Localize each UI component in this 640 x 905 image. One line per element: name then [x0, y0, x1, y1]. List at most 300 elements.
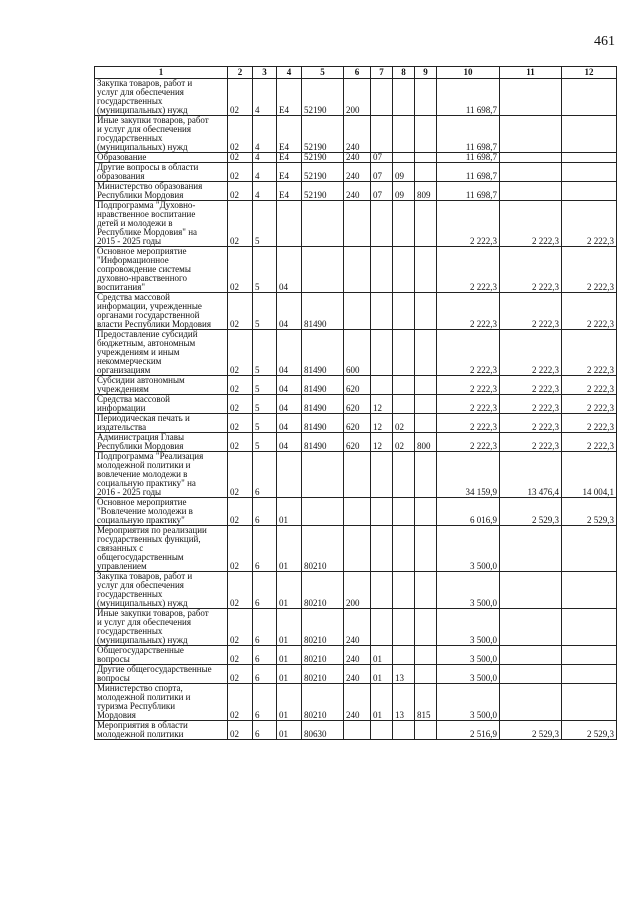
code-cell — [415, 330, 437, 376]
code-cell: 4 — [253, 182, 277, 201]
name-cell: Иные закупки товаров, работ и услуг для обеспечения государственных (муниципальных) нужд — [95, 116, 228, 153]
header-cell: 4 — [277, 67, 302, 79]
code-cell — [415, 153, 437, 163]
amount-cell: 11 698,7 — [437, 116, 500, 153]
code-cell: 02 — [228, 201, 253, 247]
code-cell — [371, 376, 393, 395]
code-cell: 02 — [228, 376, 253, 395]
table-row — [95, 376, 617, 395]
table-row — [95, 293, 617, 330]
code-cell: 6 — [253, 498, 277, 526]
table-row — [95, 572, 617, 609]
amount-cell: 2 222,3 — [500, 433, 562, 452]
amount-cell — [500, 665, 562, 684]
code-cell: 04 — [277, 330, 302, 376]
code-cell: 02 — [228, 452, 253, 498]
code-cell: 240 — [344, 182, 371, 201]
code-cell: 02 — [228, 330, 253, 376]
code-cell: 620 — [344, 376, 371, 395]
amount-cell — [562, 684, 617, 721]
code-cell: 02 — [228, 247, 253, 293]
code-cell: 02 — [228, 414, 253, 433]
code-cell — [371, 498, 393, 526]
code-cell: 02 — [228, 395, 253, 414]
code-cell: 81490 — [302, 433, 344, 452]
code-cell: 4 — [253, 116, 277, 153]
amount-cell: 2 222,3 — [437, 201, 500, 247]
name-cell: Предоставление субсидий бюджетным, автономным учреждениям и иным некоммерческим организациям — [95, 330, 228, 376]
name-cell: Средства массовой информации, учрежденные органами государственной власти Республики Мордовия — [95, 293, 228, 330]
code-cell: 52190 — [302, 116, 344, 153]
code-cell — [277, 201, 302, 247]
code-cell: 5 — [253, 414, 277, 433]
code-cell — [344, 498, 371, 526]
amount-cell — [562, 153, 617, 163]
table-row — [95, 79, 617, 116]
amount-cell: 2 222,3 — [562, 247, 617, 293]
code-cell: 02 — [228, 79, 253, 116]
name-cell: Другие вопросы в области образования — [95, 163, 228, 182]
code-cell — [393, 116, 415, 153]
amount-cell: 2 222,3 — [437, 293, 500, 330]
table-row — [95, 646, 617, 665]
code-cell: 52190 — [302, 153, 344, 163]
code-cell: Е4 — [277, 182, 302, 201]
code-cell: 09 — [393, 182, 415, 201]
code-cell: 5 — [253, 376, 277, 395]
code-cell: 4 — [253, 163, 277, 182]
amount-cell: 2 222,3 — [562, 201, 617, 247]
code-cell — [393, 153, 415, 163]
table-row — [95, 201, 617, 247]
code-cell: 02 — [228, 498, 253, 526]
header-cell: 3 — [253, 67, 277, 79]
code-cell: 81490 — [302, 376, 344, 395]
table-row — [95, 182, 617, 201]
header-cell: 2 — [228, 67, 253, 79]
code-cell: 52190 — [302, 79, 344, 116]
code-cell: 620 — [344, 414, 371, 433]
code-cell — [415, 79, 437, 116]
table-row — [95, 609, 617, 646]
code-cell — [371, 721, 393, 740]
amount-cell — [562, 572, 617, 609]
header-cell: 7 — [371, 67, 393, 79]
amount-cell — [500, 163, 562, 182]
table-row — [95, 526, 617, 572]
code-cell: 01 — [277, 572, 302, 609]
code-cell — [371, 572, 393, 609]
code-cell: 4 — [253, 79, 277, 116]
code-cell: 04 — [277, 433, 302, 452]
code-cell: 6 — [253, 609, 277, 646]
code-cell: 600 — [344, 330, 371, 376]
amount-cell — [562, 116, 617, 153]
code-cell — [415, 247, 437, 293]
amount-cell: 3 500,0 — [437, 609, 500, 646]
code-cell: 6 — [253, 684, 277, 721]
code-cell — [415, 721, 437, 740]
table-row — [95, 665, 617, 684]
amount-cell: 3 500,0 — [437, 526, 500, 572]
code-cell — [415, 452, 437, 498]
amount-cell: 2 222,3 — [562, 330, 617, 376]
code-cell: 02 — [228, 572, 253, 609]
code-cell — [393, 79, 415, 116]
code-cell — [302, 452, 344, 498]
amount-cell: 2 222,3 — [437, 395, 500, 414]
code-cell: 620 — [344, 433, 371, 452]
amount-cell: 11 698,7 — [437, 153, 500, 163]
code-cell — [302, 201, 344, 247]
header-cell: 8 — [393, 67, 415, 79]
name-cell: Образование — [95, 153, 228, 163]
amount-cell: 13 476,4 — [500, 452, 562, 498]
code-cell: 01 — [277, 646, 302, 665]
header-cell: 11 — [500, 67, 562, 79]
code-cell — [371, 609, 393, 646]
table-row — [95, 684, 617, 721]
code-cell: 240 — [344, 153, 371, 163]
header-row — [95, 67, 617, 79]
code-cell: 01 — [277, 684, 302, 721]
amount-cell — [562, 646, 617, 665]
code-cell — [415, 116, 437, 153]
code-cell: 80210 — [302, 526, 344, 572]
code-cell: 04 — [277, 376, 302, 395]
code-cell: 07 — [371, 153, 393, 163]
table-row — [95, 395, 617, 414]
name-cell: Министерство спорта, молодежной политики и туризма Республики Мордовия — [95, 684, 228, 721]
code-cell — [415, 498, 437, 526]
code-cell: 01 — [277, 498, 302, 526]
amount-cell: 11 698,7 — [437, 182, 500, 201]
code-cell — [393, 609, 415, 646]
code-cell: 02 — [228, 721, 253, 740]
code-cell: 07 — [371, 182, 393, 201]
code-cell — [302, 247, 344, 293]
amount-cell — [500, 153, 562, 163]
amount-cell: 2 222,3 — [500, 395, 562, 414]
name-cell: Общегосударственные вопросы — [95, 646, 228, 665]
code-cell — [415, 201, 437, 247]
amount-cell: 2 529,3 — [562, 498, 617, 526]
code-cell: Е4 — [277, 116, 302, 153]
code-cell — [415, 572, 437, 609]
code-cell: 6 — [253, 665, 277, 684]
code-cell: 07 — [371, 163, 393, 182]
name-cell: Иные закупки товаров, работ и услуг для обеспечения государственных (муниципальных) нужд — [95, 609, 228, 646]
amount-cell: 2 222,3 — [500, 330, 562, 376]
amount-cell — [562, 79, 617, 116]
code-cell: 5 — [253, 330, 277, 376]
header-cell: 5 — [302, 67, 344, 79]
code-cell: 6 — [253, 721, 277, 740]
code-cell: Е4 — [277, 79, 302, 116]
code-cell — [393, 721, 415, 740]
code-cell — [393, 452, 415, 498]
code-cell: 09 — [393, 163, 415, 182]
amount-cell: 2 222,3 — [562, 376, 617, 395]
code-cell: 240 — [344, 609, 371, 646]
code-cell: 81490 — [302, 395, 344, 414]
code-cell — [393, 646, 415, 665]
code-cell: 809 — [415, 182, 437, 201]
code-cell: 02 — [228, 182, 253, 201]
table-row — [95, 414, 617, 433]
amount-cell — [500, 116, 562, 153]
name-cell: Министерство образования Республики Мордовия — [95, 182, 228, 201]
code-cell — [344, 526, 371, 572]
table-row — [95, 721, 617, 740]
code-cell: 6 — [253, 572, 277, 609]
code-cell: 02 — [228, 646, 253, 665]
header-cell: 12 — [562, 67, 617, 79]
name-cell: Основное мероприятие "Информационное сопровождение системы духовно-нравственного воспитания" — [95, 247, 228, 293]
name-cell: Закупка товаров, работ и услуг для обеспечения государственных (муниципальных) нужд — [95, 572, 228, 609]
name-cell: Администрация Главы Республики Мордовия — [95, 433, 228, 452]
code-cell: 12 — [371, 395, 393, 414]
table-row — [95, 330, 617, 376]
name-cell: Подпрограмма "Духовно- нравственное воспитание детей и молодежи в Республике Мордовия" на 2015 - 2025 годы — [95, 201, 228, 247]
code-cell — [415, 665, 437, 684]
budget-table — [94, 66, 617, 740]
amount-cell — [562, 609, 617, 646]
code-cell: 240 — [344, 665, 371, 684]
code-cell — [415, 376, 437, 395]
code-cell: 6 — [253, 526, 277, 572]
code-cell: 80210 — [302, 646, 344, 665]
name-cell: Субсидии автономным учреждениям — [95, 376, 228, 395]
header-cell: 10 — [437, 67, 500, 79]
page-number: 461 — [594, 34, 615, 49]
code-cell: 12 — [371, 433, 393, 452]
name-cell: Мероприятия по реализации государственных функций, связанных с общегосударственным управлением — [95, 526, 228, 572]
code-cell: 04 — [277, 414, 302, 433]
amount-cell — [562, 163, 617, 182]
code-cell: 80210 — [302, 684, 344, 721]
amount-cell: 3 500,0 — [437, 665, 500, 684]
amount-cell — [562, 526, 617, 572]
code-cell: 02 — [228, 609, 253, 646]
code-cell: 01 — [277, 609, 302, 646]
code-cell: 80210 — [302, 665, 344, 684]
amount-cell: 2 222,3 — [500, 293, 562, 330]
code-cell — [415, 526, 437, 572]
code-cell — [415, 395, 437, 414]
amount-cell: 2 222,3 — [437, 247, 500, 293]
code-cell — [415, 163, 437, 182]
amount-cell: 2 516,9 — [437, 721, 500, 740]
code-cell — [393, 201, 415, 247]
code-cell — [371, 201, 393, 247]
code-cell: 02 — [228, 116, 253, 153]
amount-cell: 2 529,3 — [562, 721, 617, 740]
code-cell — [371, 452, 393, 498]
code-cell — [344, 293, 371, 330]
code-cell: 02 — [228, 433, 253, 452]
amount-cell: 2 222,3 — [437, 376, 500, 395]
code-cell — [393, 247, 415, 293]
code-cell — [371, 247, 393, 293]
code-cell: 52190 — [302, 182, 344, 201]
code-cell: 01 — [277, 665, 302, 684]
name-cell: Основное мероприятие "Вовлечение молодежи в социальную практику" — [95, 498, 228, 526]
amount-cell: 2 222,3 — [562, 395, 617, 414]
code-cell: 01 — [371, 684, 393, 721]
code-cell — [371, 293, 393, 330]
code-cell: 200 — [344, 79, 371, 116]
code-cell — [277, 452, 302, 498]
code-cell: 6 — [253, 452, 277, 498]
code-cell: 5 — [253, 247, 277, 293]
code-cell — [371, 116, 393, 153]
code-cell — [393, 498, 415, 526]
code-cell: 01 — [277, 721, 302, 740]
name-cell: Мероприятия в области молодежной политики — [95, 721, 228, 740]
code-cell: Е4 — [277, 163, 302, 182]
amount-cell — [500, 609, 562, 646]
table-body — [95, 79, 617, 740]
amount-cell: 11 698,7 — [437, 79, 500, 116]
code-cell — [393, 572, 415, 609]
code-cell: 620 — [344, 395, 371, 414]
code-cell — [415, 609, 437, 646]
header-cell: 1 — [95, 67, 228, 79]
table-row — [95, 247, 617, 293]
code-cell: 81490 — [302, 293, 344, 330]
code-cell — [415, 414, 437, 433]
table-row — [95, 163, 617, 182]
code-cell: 81490 — [302, 330, 344, 376]
table-row — [95, 452, 617, 498]
amount-cell: 2 222,3 — [500, 201, 562, 247]
code-cell — [415, 646, 437, 665]
code-cell: 240 — [344, 163, 371, 182]
table-row — [95, 498, 617, 526]
code-cell: 02 — [228, 163, 253, 182]
code-cell: 13 — [393, 684, 415, 721]
code-cell — [371, 330, 393, 376]
code-cell: 80210 — [302, 572, 344, 609]
code-cell — [344, 201, 371, 247]
amount-cell: 6 016,9 — [437, 498, 500, 526]
code-cell: 04 — [277, 293, 302, 330]
code-cell: 5 — [253, 395, 277, 414]
name-cell: Средства массовой информации — [95, 395, 228, 414]
code-cell — [371, 79, 393, 116]
code-cell: 02 — [393, 414, 415, 433]
code-cell — [393, 376, 415, 395]
code-cell — [302, 498, 344, 526]
code-cell — [344, 721, 371, 740]
header-cell: 9 — [415, 67, 437, 79]
code-cell — [344, 247, 371, 293]
code-cell: 02 — [228, 684, 253, 721]
code-cell: 240 — [344, 646, 371, 665]
code-cell: 800 — [415, 433, 437, 452]
amount-cell: 34 159,9 — [437, 452, 500, 498]
amount-cell: 11 698,7 — [437, 163, 500, 182]
amount-cell: 2 222,3 — [562, 293, 617, 330]
code-cell: 02 — [228, 293, 253, 330]
amount-cell: 3 500,0 — [437, 646, 500, 665]
amount-cell: 3 500,0 — [437, 684, 500, 721]
code-cell: 13 — [393, 665, 415, 684]
name-cell: Другие общегосударственные вопросы — [95, 665, 228, 684]
code-cell: 04 — [277, 247, 302, 293]
code-cell — [371, 526, 393, 572]
table-row — [95, 433, 617, 452]
code-cell: 52190 — [302, 163, 344, 182]
name-cell: Подпрограмма "Реализация молодежной политики и вовлечение молодежи в социальную практику" на 2016 - 2025 годы — [95, 452, 228, 498]
amount-cell — [500, 79, 562, 116]
code-cell: 04 — [277, 395, 302, 414]
code-cell — [393, 330, 415, 376]
amount-cell: 2 222,3 — [562, 433, 617, 452]
amount-cell: 2 222,3 — [437, 414, 500, 433]
amount-cell — [562, 182, 617, 201]
code-cell: 5 — [253, 433, 277, 452]
amount-cell: 2 529,3 — [500, 721, 562, 740]
code-cell: 5 — [253, 293, 277, 330]
amount-cell: 14 004,1 — [562, 452, 617, 498]
amount-cell — [500, 646, 562, 665]
code-cell: 80210 — [302, 609, 344, 646]
name-cell: Закупка товаров, работ и услуг для обеспечения государственных (муниципальных) нужд — [95, 79, 228, 116]
amount-cell — [500, 526, 562, 572]
code-cell — [344, 452, 371, 498]
code-cell: 815 — [415, 684, 437, 721]
header-cell: 6 — [344, 67, 371, 79]
table-row — [95, 116, 617, 153]
amount-cell — [500, 182, 562, 201]
code-cell: 01 — [277, 526, 302, 572]
code-cell: 200 — [344, 572, 371, 609]
code-cell: 12 — [371, 414, 393, 433]
code-cell: 240 — [344, 684, 371, 721]
code-cell — [415, 293, 437, 330]
code-cell: 02 — [393, 433, 415, 452]
code-cell: 01 — [371, 665, 393, 684]
name-cell: Периодическая печать и издательства — [95, 414, 228, 433]
amount-cell — [562, 665, 617, 684]
code-cell: 80630 — [302, 721, 344, 740]
code-cell — [393, 395, 415, 414]
amount-cell — [500, 572, 562, 609]
code-cell: 02 — [228, 665, 253, 684]
code-cell — [393, 526, 415, 572]
amount-cell: 2 222,3 — [500, 247, 562, 293]
amount-cell: 2 222,3 — [437, 330, 500, 376]
amount-cell: 2 222,3 — [500, 414, 562, 433]
code-cell — [393, 293, 415, 330]
code-cell: 4 — [253, 153, 277, 163]
code-cell: 02 — [228, 526, 253, 572]
code-cell: Е4 — [277, 153, 302, 163]
amount-cell: 2 222,3 — [437, 433, 500, 452]
amount-cell — [500, 684, 562, 721]
code-cell: 5 — [253, 201, 277, 247]
amount-cell: 3 500,0 — [437, 572, 500, 609]
amount-cell: 2 222,3 — [562, 414, 617, 433]
amount-cell: 2 222,3 — [500, 376, 562, 395]
code-cell: 81490 — [302, 414, 344, 433]
code-cell: 02 — [228, 153, 253, 163]
amount-cell: 2 529,3 — [500, 498, 562, 526]
code-cell: 01 — [371, 646, 393, 665]
code-cell: 240 — [344, 116, 371, 153]
